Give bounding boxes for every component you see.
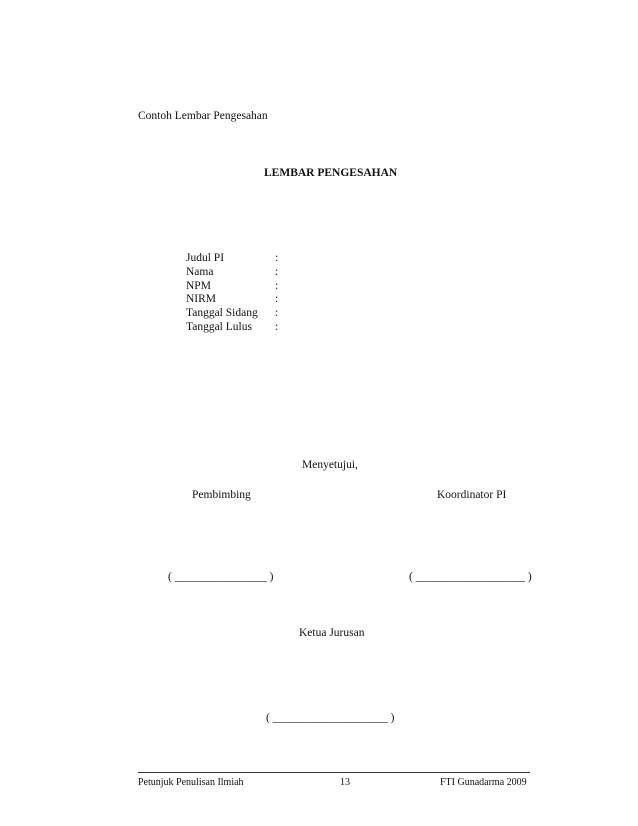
- left-signature-line: ( ________________ ): [168, 571, 274, 583]
- field-label: Nama: [186, 266, 214, 278]
- field-label: Tanggal Lulus: [186, 321, 252, 333]
- field-label: NIRM: [186, 293, 217, 305]
- field-label: NPM: [186, 280, 211, 292]
- bottom-signature-line: ( ____________________ ): [266, 712, 395, 724]
- page-title: LEMBAR PENGESAHAN: [264, 167, 398, 179]
- field-colon: :: [275, 307, 279, 319]
- footer-right: FTI Gunadarma 2009: [440, 777, 527, 788]
- right-signature-line: ( ___________________ ): [409, 571, 532, 583]
- field-colon: :: [275, 266, 279, 278]
- page-number: 13: [340, 777, 350, 788]
- field-colon: :: [275, 293, 279, 305]
- footer-left: Petunjuk Penulisan Ilmiah: [138, 777, 244, 788]
- caption: Contoh Lembar Pengesahan: [138, 110, 268, 122]
- bottom-role: Ketua Jurusan: [299, 627, 365, 639]
- field-colon: :: [275, 280, 279, 292]
- field-label: Judul PI: [186, 252, 225, 264]
- footer-divider: [138, 772, 530, 773]
- right-role: Koordinator PI: [437, 489, 507, 501]
- field-colon: :: [275, 321, 279, 333]
- field-colon: :: [275, 252, 279, 264]
- left-role: Pembimbing: [192, 489, 251, 501]
- approval-heading: Menyetujui,: [302, 459, 358, 471]
- field-label: Tanggal Sidang: [186, 307, 258, 319]
